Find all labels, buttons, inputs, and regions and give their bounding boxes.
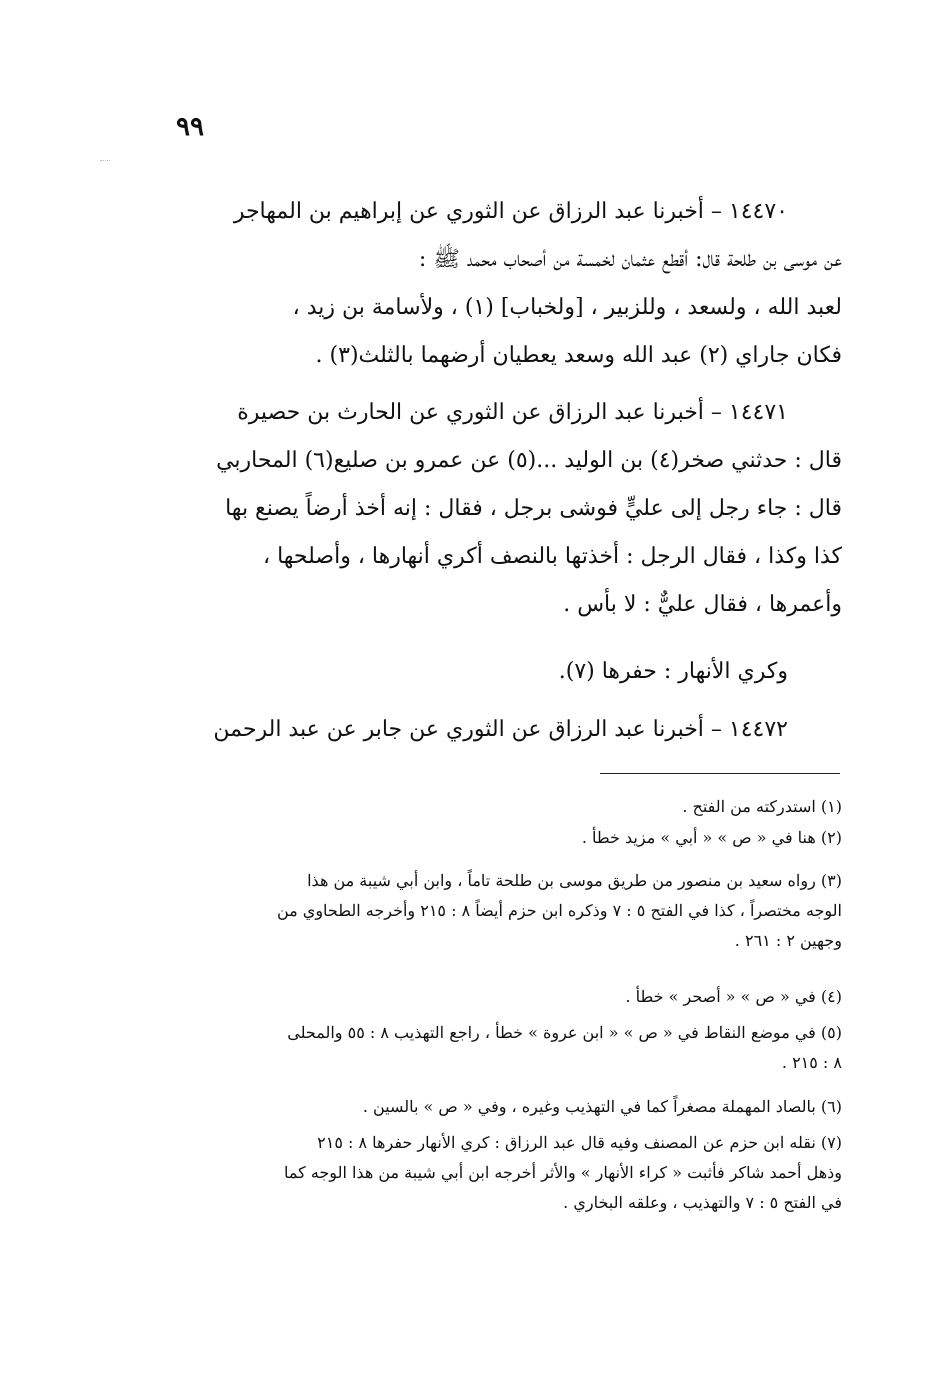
- hadith-line: ١٤٤٧٢ – أخبرنا عبد الرزاق عن الثوري عن جابر عن عبد الرحمن: [213, 717, 788, 742]
- footnote-line: في الفتح ٥ : ٧ والتهذيب ، وعلقه البخاري .: [563, 1193, 842, 1212]
- gloss-line: وكري الأنهار : حفرها (٧).: [558, 659, 788, 684]
- footnote-line: (٢) هنا في « ص » « أبي » مزيد خطأ .: [581, 828, 842, 847]
- footnote-line: (٤) في « ص » « أصحر » خطأ .: [625, 987, 842, 1006]
- footnote-separator: [600, 773, 840, 774]
- footnote-line: (٥) في موضع النقاط في « ص » « ابن عروة » خطأ ، راجع التهذيب ٨ : ٥٥ والمحلى: [287, 1023, 842, 1042]
- footnote-1: [178, 792, 842, 822]
- footnote-line: ٨ : ٢١٥ .: [781, 1053, 842, 1072]
- hadith-14471: [178, 389, 842, 629]
- hadith-line: ١٤٤٧١ – أخبرنا عبد الرزاق عن الثوري عن الحارث بن حصيرة: [237, 400, 788, 425]
- footnote-6: [178, 1092, 842, 1122]
- footnote-4: [178, 982, 842, 1012]
- footnote-5: [178, 1018, 842, 1078]
- scan-artifact: [100, 160, 110, 161]
- footnote-line: وجهين ٢ : ٢٦١ .: [734, 931, 842, 950]
- footnote-line: (٣) رواه سعيد بن منصور من طريق موسى بن طلحة تاماً ، وابن أبي شيبة من هذا: [307, 871, 842, 890]
- hadith-line: قال : جاء رجل إلى عليٍّ فوشى برجل ، فقال : إنه أخذ أرضاً يصنع بها: [225, 496, 842, 521]
- hadith-14472: [178, 706, 842, 754]
- footnote-3: [178, 866, 842, 956]
- hadith-line: وأعمرها ، فقال عليٌّ : لا بأس .: [563, 592, 842, 617]
- hadith-14470: [178, 188, 842, 380]
- footnote-line: الوجه مختصراً ، كذا في الفتح ٥ : ٧ وذكره ابن حزم أيضاً ٨ : ٢١٥ وأخرجه الطحاوي من: [276, 901, 842, 920]
- hadith-line: ١٤٤٧٠ – أخبرنا عبد الرزاق عن الثوري عن إبراهيم بن المهاجر: [233, 199, 788, 224]
- gloss-note: [178, 648, 842, 696]
- page-number: ٩٩: [176, 112, 204, 142]
- footnote-line: (٧) نقله ابن حزم عن المصنف وفيه قال عبد الرزاق : كري الأنهار حفرها ٨ : ٢١٥: [317, 1133, 842, 1152]
- footnote-line: (١) استدركته من الفتح .: [682, 797, 842, 816]
- hadith-line: لعبد الله ، ولسعد ، وللزبير ، [ولخباب] (١) ، ولأسامة بن زيد ،: [292, 295, 842, 320]
- hadith-line: كذا وكذا ، فقال الرجل : أخذتها بالنصف أكري أنهارها ، وأصلحها ،: [262, 544, 842, 569]
- hadith-line: عن موسى بن طلحة قال: أقطع عثمان لخمسة من أصحاب محمد ﷺ :: [418, 247, 842, 272]
- footnote-line: (٦) بالصاد المهملة مصغراً كما في التهذيب وغيره ، وفي « ص » بالسين .: [362, 1097, 842, 1116]
- footnote-2: [178, 823, 842, 853]
- hadith-line: فكان جاراي (٢) عبد الله وسعد يعطيان أرضهما بالثلث(٣) .: [315, 343, 842, 368]
- hadith-line: قال : حدثني صخر(٤) بن الوليد ...(٥) عن عمرو بن صليع(٦) المحاربي: [216, 448, 842, 473]
- footnote-line: وذهل أحمد شاكر فأثبت « كراء الأنهار » والأثر أخرجه ابن أبي شيبة من هذا الوجه كما: [284, 1163, 842, 1182]
- footnote-7: [178, 1128, 842, 1218]
